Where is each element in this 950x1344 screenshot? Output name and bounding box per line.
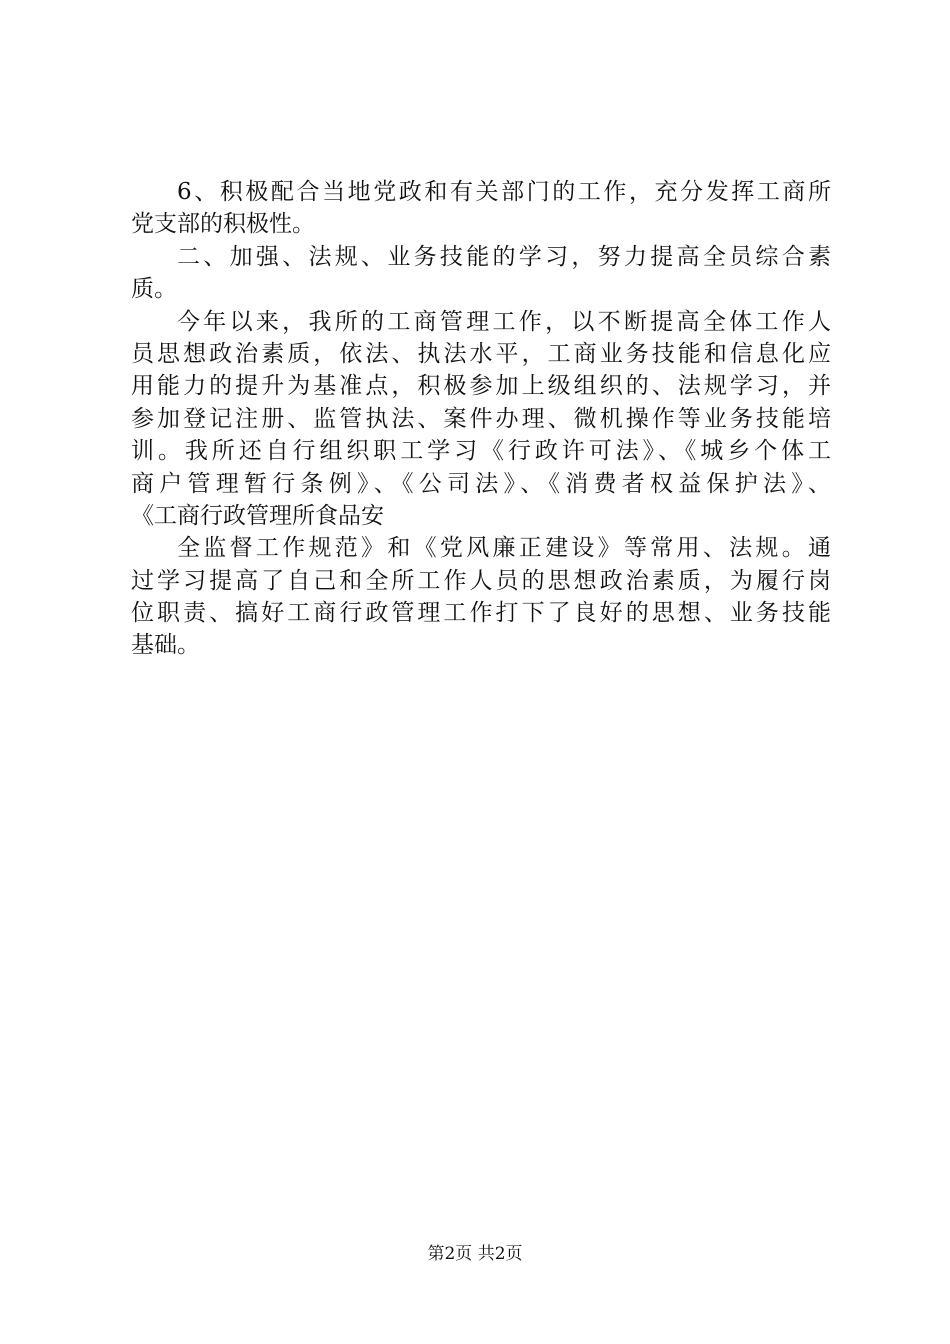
paragraph-line: 质。 [131, 276, 177, 303]
paragraph-line: 商户管理暂行条例》、《公司法》、《消费者权益保护法》、 [131, 470, 831, 497]
paragraph-line: 参加登记注册、监管执法、案件办理、微机操作等业务技能培 [131, 405, 831, 432]
page-number-footer: 第2页 共2页 [427, 1244, 523, 1264]
paragraph-line: 党支部的积极性。 [131, 211, 315, 238]
paragraph-line: 基础。 [131, 632, 200, 659]
paragraph-line: 位职责、搞好工商行政管理工作打下了良好的思想、业务技能 [131, 600, 831, 627]
paragraph-line: 今年以来，我所的工商管理工作，以不断提高全体工作人 [177, 308, 831, 335]
paragraph-line: 过学习提高了自己和全所工作人员的思想政治素质，为履行岗 [131, 567, 831, 594]
paragraph-line: 全监督工作规范》和《党风廉正建设》等常用、法规。通 [177, 535, 831, 562]
document-body [131, 176, 831, 662]
paragraph-line: 二、加强、法规、业务技能的学习，努力提高全员综合素 [177, 243, 831, 270]
paragraph-line: 训。我所还自行组织职工学习《行政许可法》、《城乡个体工 [131, 438, 831, 465]
paragraph-line: 《工商行政管理所食品安 [131, 502, 384, 529]
paragraph-line: 6、积极配合当地党政和有关部门的工作，充分发挥工商所 [177, 179, 831, 205]
paragraph-line: 员思想政治素质，依法、执法水平，工商业务技能和信息化应 [131, 340, 831, 367]
paragraph-line: 用能力的提升为基准点，积极参加上级组织的、法规学习，并 [131, 373, 831, 400]
